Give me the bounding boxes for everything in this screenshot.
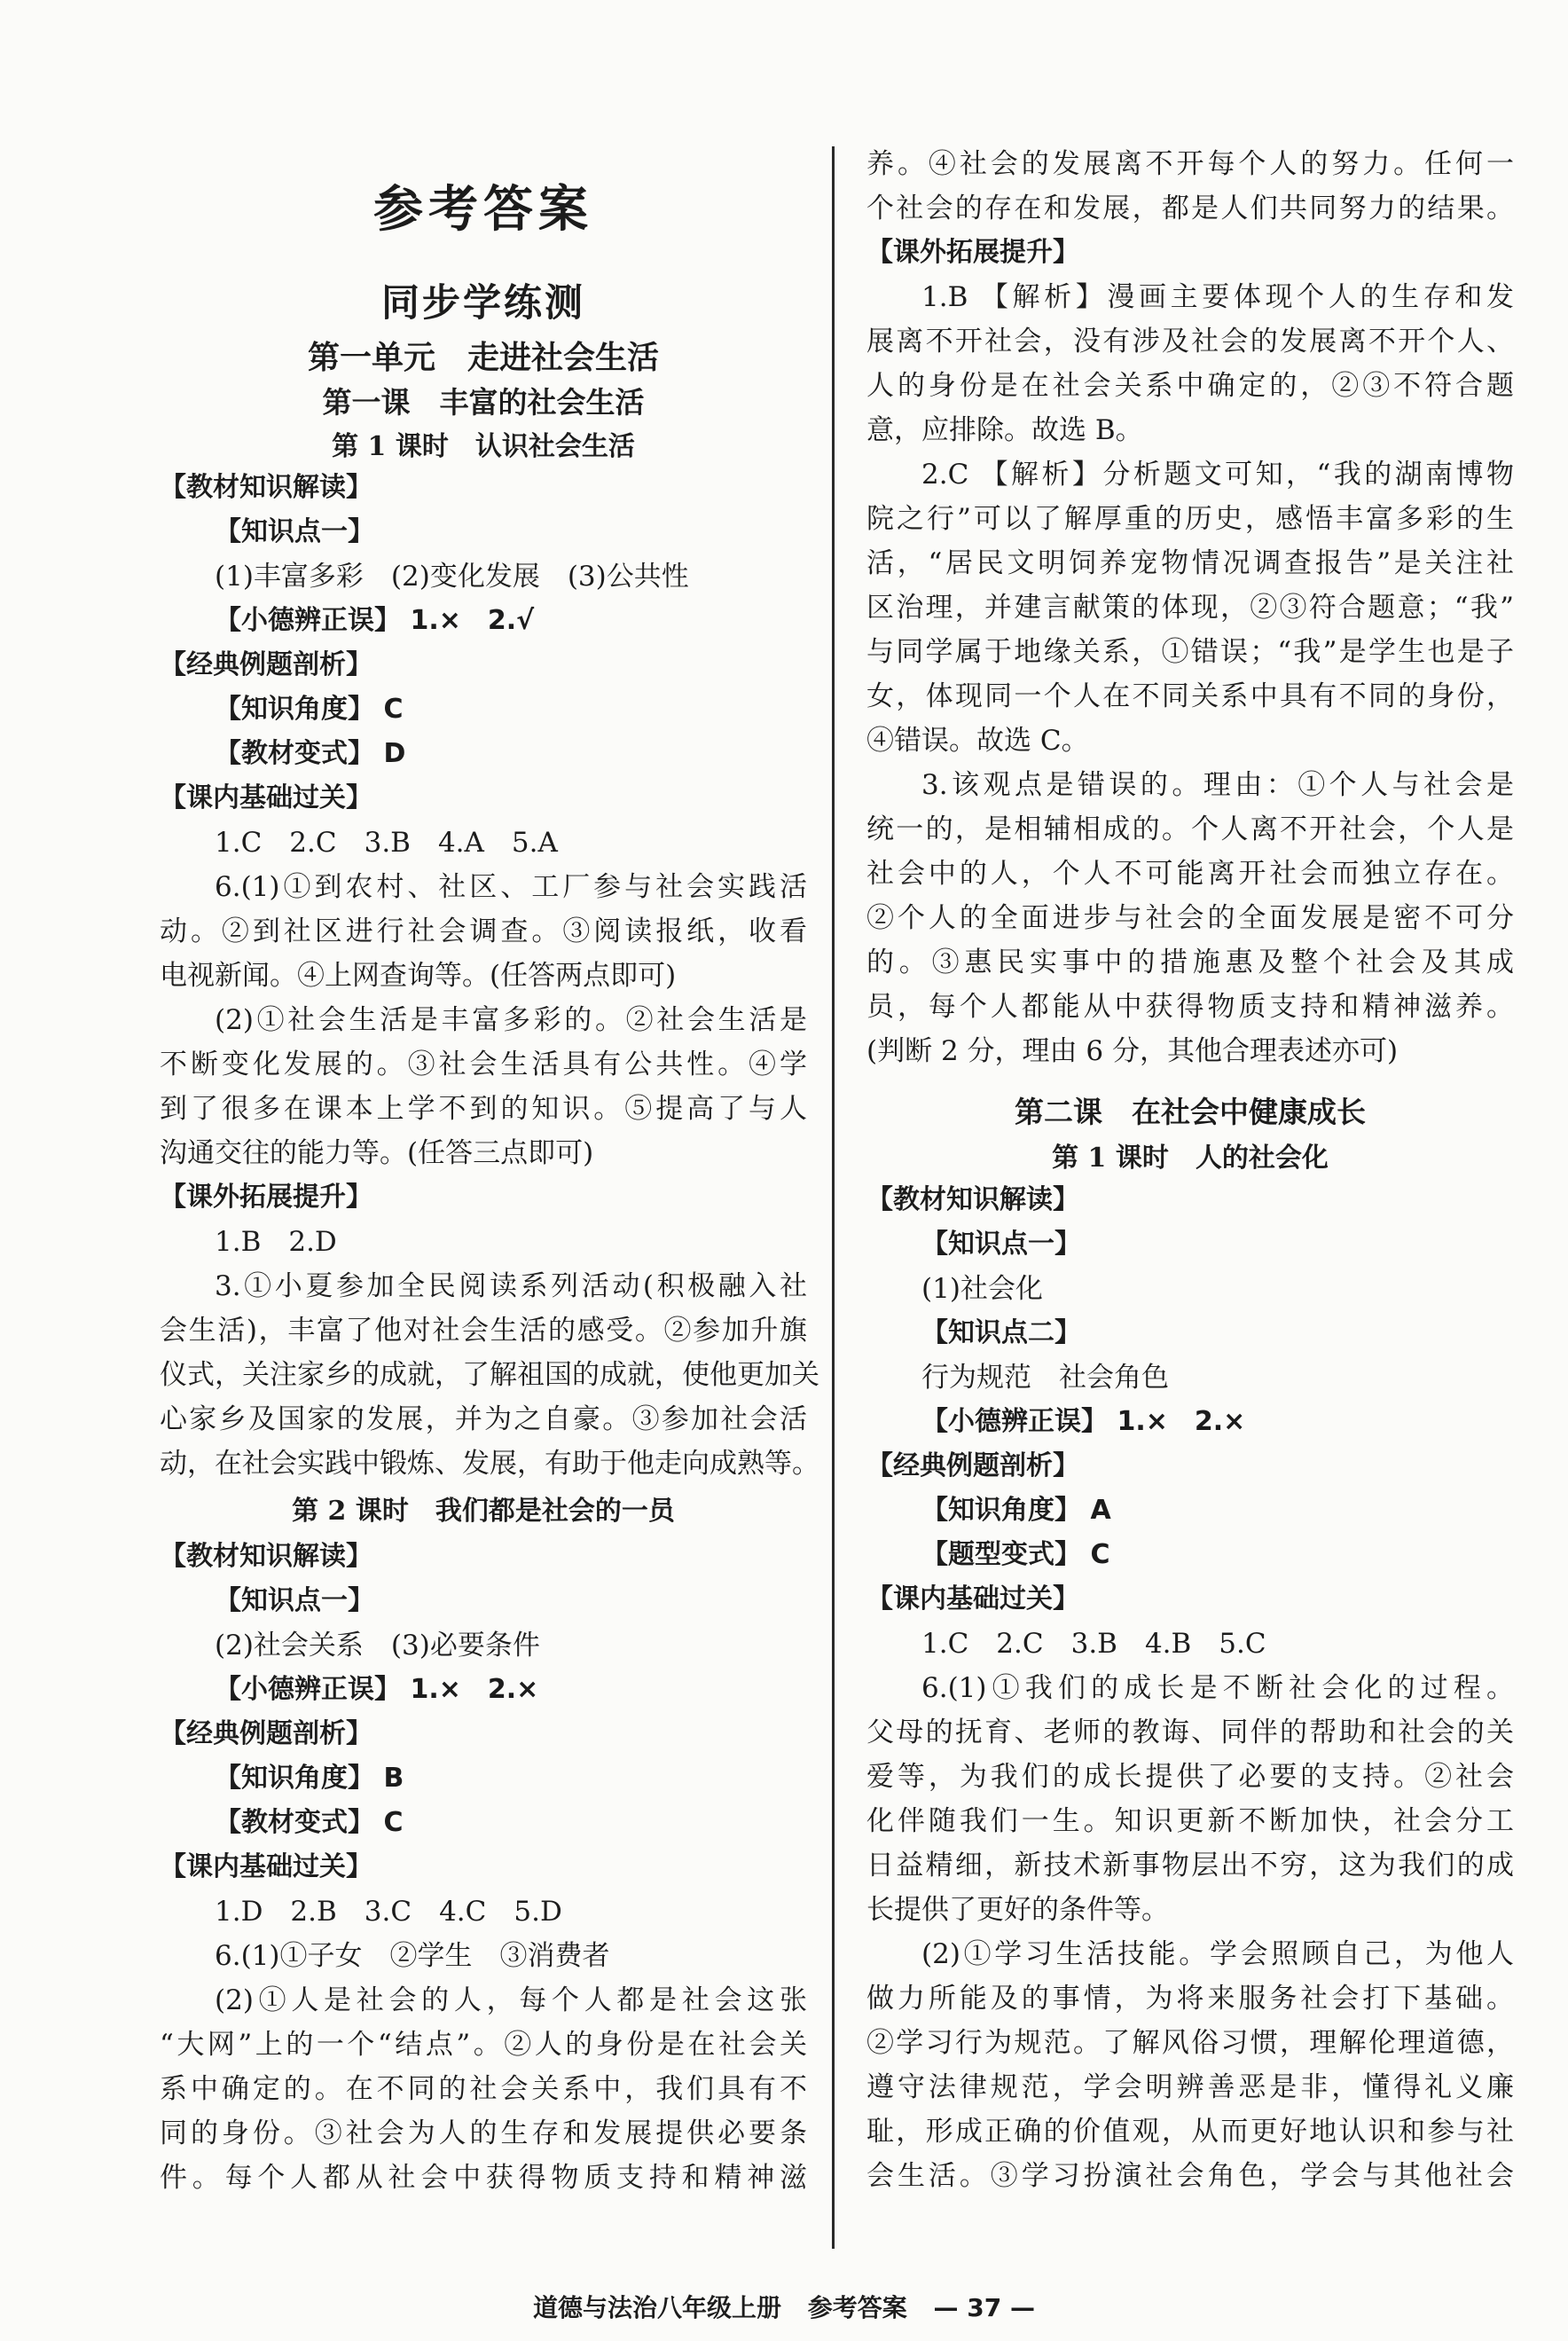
answer-line: 动，在社会实践中锻炼、发展，有助于他走向成熟等。 [160,1448,819,1480]
section-heading: 【知识点一】 [921,1229,1081,1260]
section-heading: 【课内基础过关】 [160,1851,372,1882]
answers-block [160,1535,807,2200]
answer-line: 养。④社会的发展离不开每个人的努力。任何一 [866,148,1514,180]
section-heading: 【教材变式】 C [215,1807,404,1838]
lesson-title: 第二课 在社会中健康成长 [1015,1095,1366,1129]
answer-line: (1)社会化 [921,1273,1043,1305]
section-heading: 【小德辨正误】 1.× 2.√ [215,605,535,636]
answer-line: 1.B 2.D [215,1226,337,1258]
section-heading: 【经典例题剖析】 [866,1450,1079,1481]
answer-line: 日益精细，新技术新事物层出不穷，这为我们的成 [866,1850,1514,1881]
section-heading: 【小德辨正误】 1.× 2.× [215,1674,539,1705]
answer-line: 电视新闻。④上网查询等。(任答两点即可) [160,960,677,992]
footer-book-title: 道德与法治八年级上册 [533,2293,782,2322]
section-heading: 【知识点一】 [215,1585,374,1616]
answers-block [160,466,819,1486]
section-heading: 【课外拓展提升】 [160,1182,372,1213]
answer-line: 6.(1)①我们的成长是不断社会化的过程。 [921,1672,1514,1704]
period-title: 第 2 课时 我们都是社会的一员 [292,1496,675,1527]
answer-line: 女，体现同一个人在不同关系中具有不同的身份， [866,680,1514,712]
answer-line: 社会中的人，个人不可能离开社会而独立存在。 [866,858,1514,890]
answer-line: (判断 2 分，理由 6 分，其他合理表述亦可) [866,1035,1399,1067]
answer-line: 做力所能及的事情，为将来服务社会打下基础。 [866,1983,1514,2015]
answer-line: 仪式，关注家乡的成就，了解祖国的成就，使他更加关 [160,1359,819,1391]
answer-line: (1)丰富多彩 (2)变化发展 (3)公共性 [215,561,689,593]
answer-line: 到了很多在课本上学不到的知识。⑤提高了与人 [160,1093,807,1125]
answer-line: 6.(1)①到农村、社区、工厂参与社会实践活 [215,871,807,903]
answer-line: ②个人的全面进步与社会的全面发展是密不可分 [866,902,1514,934]
section-heading: 【知识点二】 [921,1317,1081,1348]
answer-line: 活，“居民文明饲养宠物情况调查报告”是关注社 [866,547,1514,579]
section-heading: 【课内基础过关】 [866,1583,1079,1614]
answer-line: (2)社会关系 (3)必要条件 [215,1630,540,1661]
answer-line: 会生活。③学习扮演社会角色，学会与其他社会 [866,2160,1514,2192]
period-title: 第 1 课时 认识社会生活 [332,431,635,462]
answer-line: 与同学属于地缘关系，①错误；“我”是学生也是子 [866,636,1514,668]
answer-line: 会生活)，丰富了他对社会生活的感受。②参加升旗 [160,1315,807,1347]
page-number: — 37 — [933,2293,1035,2322]
answer-line: 化伴随我们一生。知识更新不断加快，社会分工 [866,1805,1514,1837]
answer-line: 个社会的存在和发展，都是人们共同努力的结果。 [866,192,1514,224]
footer-section: 参考答案 [807,2293,907,2322]
unit-title: 第一单元 走进社会生活 [307,339,659,376]
answer-line: 1.D 2.B 3.C 4.C 5.D [215,1896,562,1928]
answer-line: 2.C 【解析】分析题文可知，“我的湖南博物 [921,459,1514,491]
section-heading: 【题型变式】 C [921,1539,1110,1570]
section-heading: 【教材知识解读】 [160,472,372,503]
section-title: 同步学练测 [381,281,585,326]
answer-line: 沟通交往的能力等。(任答三点即可) [160,1137,594,1169]
answer-line: 爱等，为我们的成长提供了必要的支持。②社会 [866,1761,1514,1793]
answer-line: 系中确定的。在不同的社会关系中，我们具有不 [160,2073,807,2105]
answer-line: 心家乡及国家的发展，并为之自豪。③参加社会活 [160,1403,807,1435]
answer-line: 动。②到社区进行社会调查。③阅读报纸，收看 [160,915,807,947]
answer-line: 6.(1)①子女 ②学生 ③消费者 [215,1940,610,1972]
lesson-title: 第一课 丰富的社会生活 [322,385,645,420]
section-heading: 【教材知识解读】 [866,1184,1079,1215]
answer-line: 耻，形成正确的价值观，从而更好地认识和参与社 [866,2116,1514,2148]
answer-line: (2)①学习生活技能。学会照顾自己，为他人 [921,1938,1514,1970]
answer-line: 行为规范 社会角色 [921,1362,1169,1394]
answer-line: 院之行”可以了解厚重的历史，感悟丰富多彩的生 [866,503,1514,535]
answers-block [866,1178,1514,2198]
section-heading: 【课内基础过关】 [160,782,372,813]
answer-line: 长提供了更好的条件等。 [866,1894,1169,1926]
left-column [160,0,819,2244]
answer-line: 的。③惠民实事中的措施惠及整个社会及其成 [866,947,1514,978]
answer-line: 人的身份是在社会关系中确定的，②③不符合题 [866,370,1514,402]
answer-line: “大网”上的一个“结点”。②人的身份是在社会关 [160,2029,807,2061]
section-heading: 【课外拓展提升】 [866,237,1079,268]
right-column [866,0,1514,2244]
section-heading: 【知识角度】 A [921,1495,1111,1526]
section-heading: 【小德辨正误】 1.× 2.× [921,1406,1246,1437]
answer-line: 不断变化发展的。③社会生活具有公共性。④学 [160,1049,807,1080]
section-heading: 【教材知识解读】 [160,1541,372,1572]
answer-line: 展离不开社会，没有涉及社会的发展离不开个人、 [866,326,1514,357]
answer-line: 3.该观点是错误的。理由：①个人与社会是 [921,769,1514,801]
answer-line: 1.C 2.C 3.B 4.A 5.A [215,827,558,859]
answer-line: 意，应排除。故选 B。 [866,414,1143,446]
section-heading: 【知识角度】 C [215,694,404,725]
answer-line: 员，每个人都能从中获得物质支持和精神滋养。 [866,991,1514,1023]
column-divider [832,146,835,2249]
section-heading: 【经典例题剖析】 [160,649,372,680]
answer-line: (2)①人是社会的人，每个人都是社会这张 [215,1984,807,2016]
section-heading: 【知识角度】 B [215,1763,404,1794]
answer-line: (2)①社会生活是丰富多彩的。②社会生活是 [215,1004,807,1036]
answer-line: ④错误。故选 C。 [866,725,1089,757]
answer-line: ②学习行为规范。了解风俗习惯，理解伦理道德， [866,2027,1514,2059]
answer-line: 同的身份。③社会为人的生存和发展提供必要条 [160,2117,807,2149]
answer-line: 3.①小夏参加全民阅读系列活动(积极融入社 [215,1270,807,1302]
answer-line: 遵守法律规范，学会明辨善恶是非，懂得礼义廉 [866,2071,1514,2103]
answer-line: 父母的抚育、老师的教诲、同伴的帮助和社会的关 [866,1716,1514,1748]
answer-line: 统一的，是相辅相成的。个人离不开社会，个人是 [866,813,1514,845]
period-title: 第 1 课时 人的社会化 [1052,1143,1329,1174]
page-title: 参考答案 [373,180,593,239]
section-heading: 【经典例题剖析】 [160,1718,372,1749]
section-heading: 【教材变式】 D [215,738,406,769]
answer-line: 1.C 2.C 3.B 4.B 5.C [921,1628,1266,1660]
answer-line: 区治理，并建言献策的体现，②③符合题意；“我” [866,592,1514,624]
answers-block [866,142,1514,1073]
section-heading: 【知识点一】 [215,516,374,547]
answer-line: 件。每个人都从社会中获得物质支持和精神滋 [160,2162,807,2194]
page-footer [0,2289,1568,2324]
answer-line: 1.B 【解析】漫画主要体现个人的生存和发 [921,281,1514,313]
